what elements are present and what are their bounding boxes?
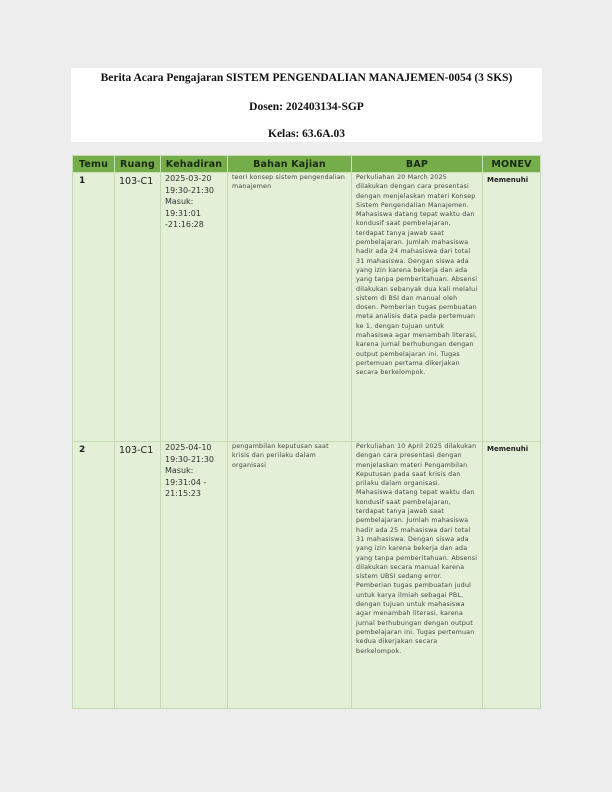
kehadiran-text: 2025-04-10 19:30-21:30 Masuk: 19:31:04 - 21:15:23	[165, 443, 214, 498]
cell-kehadiran	[161, 173, 228, 442]
column-header-ruang: Ruang	[115, 156, 161, 173]
cell-bahan-kajian: pengambilan keputusan saat krisis dan perilaku dalam organisasi	[228, 442, 352, 709]
class-label: Kelas: 63.6A.03	[268, 128, 345, 140]
cell-ruang: 103-C1	[115, 173, 161, 442]
column-header-bahan-kajian: Bahan Kajian	[228, 156, 352, 173]
cell-kehadiran	[161, 442, 228, 709]
cell-bahan-kajian: teori konsep sistem pengendalian manajemen	[228, 173, 352, 442]
column-header-kehadiran: Kehadiran	[161, 156, 228, 173]
column-header-bap: BAP	[352, 156, 483, 173]
cell-monev: Memenuhi	[483, 173, 541, 442]
teaching-log-table	[72, 155, 541, 709]
cell-monev: Memenuhi	[483, 442, 541, 709]
report-header	[71, 68, 542, 142]
cell-temu: 1	[73, 173, 115, 442]
column-header-monev: MONEV	[483, 156, 541, 173]
table-header-row	[73, 156, 541, 173]
kehadiran-text: 2025-03-20 19:30-21:30 Masuk: 19:31:01 -21:16:28	[165, 174, 214, 229]
cell-bap: Perkuliahan 20 March 2025 dilakukan dengan cara presentasi dengan menjelaskan materi Konsep Sistem Pengendalian Manajemen. Mahasiswa datang tepat waktu dan kondusif saat pembelajaran, terdapat tanya jawab saat pembelajaran. Jumlah mahasiswa hadir ada 24 mahasiswa dari total 31 mahasiswa. Dengan siswa ada yang izin karena bekerja dan ada yang tanpa pemberitahuan. Absensi dilakukan sebanyak dua kali melalui sistem di BSI dan manual oleh dosen. Pemberian tugas pembuatan meta analisis data pada pertemuan ke 1, dengan tujuan untuk mahasiswa agar menambah literasi, karena jurnal berhubungan dengan output pembelajaran ini. Tugas pertemuan pertama dikerjakan secara berkelompok.	[352, 173, 483, 442]
report-title: Berita Acara Pengajaran SISTEM PENGENDALIAN MANAJEMEN-0054 (3 SKS)	[100, 72, 513, 84]
column-header-temu: Temu	[73, 156, 115, 173]
cell-bap: Perkuliahan 10 April 2025 dilakukan dengan cara presentasi dengan menjelaskan materi Pengambilan Keputusan pada saat krisis dan prilaku dalam organisasi. Mahasiswa datang tepat waktu dan kondusif saat pembelajaran, terdapat tanya jawab saat pembelajaran. Jumlah mahasiswa hadir ada 25 mahasiswa dari total 31 mahasiswa. Dengan siswa ada yang izin karena bekerja dan ada yang tanpa pemberitahuan. Absensi dilakukan secara manual karena sistem UBSI sedang error. Pemberian tugas pembuatan judul untuk karya ilmiah sebagai PBL, dengan tujuan untuk mahasiswa agar menambah literasi, karena jurnal berhubungan dengan output pembelajaran ini. Tugas pertemuan kedua dikerjakan secara berkelompok.	[352, 442, 483, 709]
table-row	[73, 442, 541, 709]
cell-ruang: 103-C1	[115, 442, 161, 709]
lecturer-label: Dosen: 202403134-SGP	[249, 101, 364, 113]
table-row	[73, 173, 541, 442]
cell-temu: 2	[73, 442, 115, 709]
